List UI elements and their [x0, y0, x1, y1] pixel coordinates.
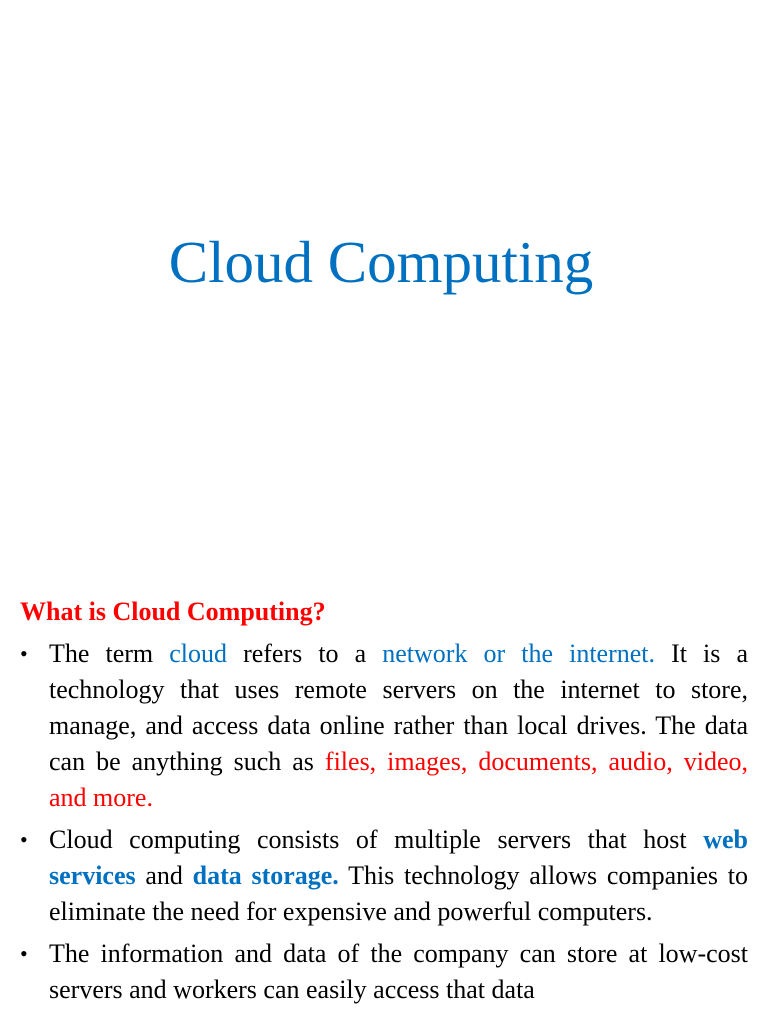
term-data-storage: data storage.	[192, 861, 339, 890]
term-cloud: cloud	[169, 639, 227, 668]
bullet-text: refers to a	[227, 639, 383, 668]
bullet-text: It is a technology that uses remote servers on the internet to store, manage, and access data online rather than local drives. The data can be anything such as	[49, 639, 749, 776]
bullet-dot-icon: •	[20, 641, 28, 666]
term-web-services: web services	[49, 825, 748, 890]
bullet-item	[20, 936, 748, 1008]
bullet-text: and	[135, 861, 193, 890]
bullet-item	[20, 636, 748, 816]
section-heading: What is Cloud Computing?	[20, 597, 326, 626]
bullet-list	[20, 636, 748, 1014]
bullet-text: The information and data of the company can store at low-cost servers and workers can easily access that data	[49, 939, 748, 1004]
term-network: network or the internet.	[382, 639, 656, 668]
bullet-item	[20, 822, 748, 930]
slide-title: Cloud Computing	[168, 229, 594, 295]
bullet-dot-icon: •	[20, 827, 28, 852]
bullet-text: This technology allows companies to eliminate the need for expensive and powerful computers.	[49, 861, 748, 926]
bullet-text: The term	[49, 639, 170, 668]
bullet-dot-icon: •	[20, 941, 28, 966]
data-types-list: files, images, documents, audio, video, and more.	[49, 747, 748, 812]
bullet-text: Cloud computing consists of multiple servers that host	[49, 825, 704, 854]
